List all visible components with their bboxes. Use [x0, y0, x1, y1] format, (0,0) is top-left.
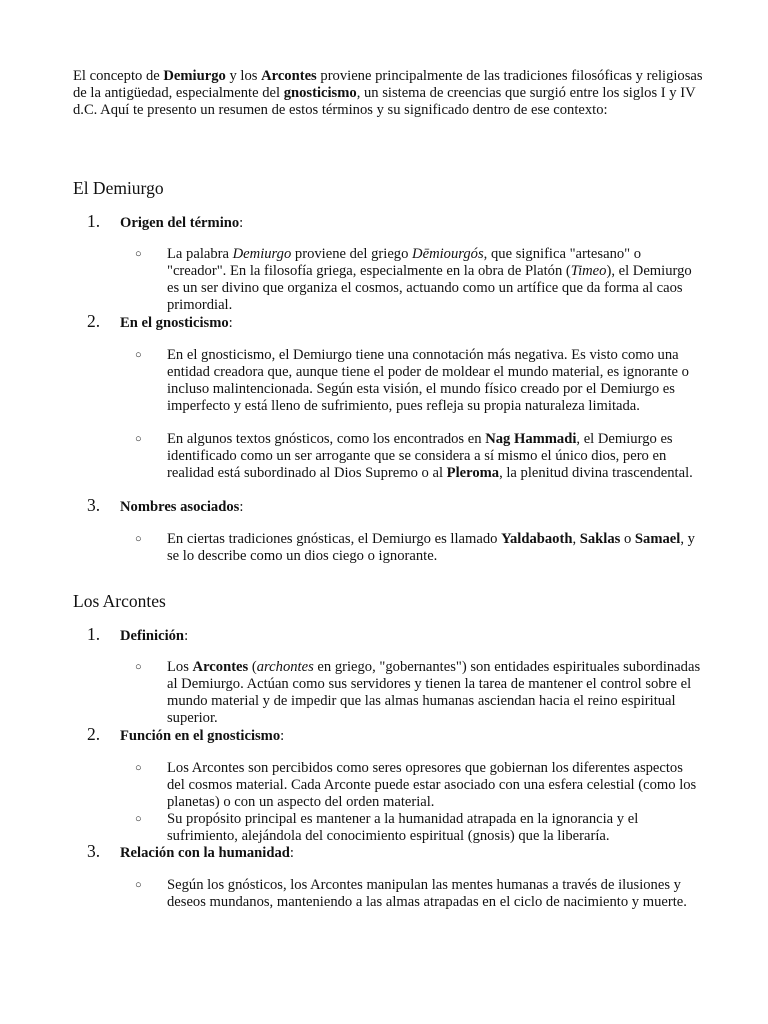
list-number: 2.: [87, 724, 101, 744]
text-run: , la plenitud divina trascendental.: [499, 465, 693, 481]
bullet-circle-icon: ○: [135, 533, 142, 545]
intro-bold-term: Demiurgo: [163, 68, 226, 84]
text-run: Timeo: [570, 263, 607, 279]
list-item-heading: Origen del término:: [120, 215, 244, 231]
bullet-circle-icon: ○: [135, 248, 142, 260]
bullet-paragraph: [167, 811, 702, 845]
heading-text: Relación con la humanidad: [120, 845, 290, 861]
bullet-circle-icon: ○: [135, 879, 142, 891]
intro-text: y los: [225, 68, 262, 84]
text-run: (: [248, 659, 257, 675]
text-run: La palabra: [167, 246, 233, 262]
heading-text: Nombres asociados: [120, 499, 240, 515]
bullet-circle-icon: ○: [135, 762, 142, 774]
bullet-paragraph: [167, 246, 702, 314]
text-run: Pleroma: [446, 465, 500, 481]
text-run: Demiurgo: [232, 246, 292, 262]
text-run: archontes: [256, 659, 314, 675]
text-run: en griego, "gobernantes") son entidades espirituales subordinadas al Demiurgo. Actúan como sus servidores y tienen la tarea de mantener el control sobre el mundo material y de impedir que las almas humanas asciendan hacia el reino espiritual superior.: [167, 659, 701, 726]
text-run: Arcontes: [192, 659, 249, 675]
bullet-paragraph: [167, 531, 702, 565]
text-run: , el Demiurgo es identificado como un ser arrogante que se considera a sí mismo el único dios, pero en realidad está subordinado al Dios Supremo o al: [167, 431, 673, 481]
text-run: proviene del griego: [291, 246, 413, 262]
list-number: 1.: [87, 624, 101, 644]
bullet-paragraph: [167, 659, 702, 727]
text-run: , y se lo describe como un dios ciego o ignorante.: [167, 531, 695, 564]
section-heading-arcontes: Los Arcontes: [73, 591, 166, 611]
heading-text: Origen del término: [120, 215, 240, 231]
intro-bold-term: Arcontes: [261, 68, 317, 84]
list-item-heading: Función en el gnosticismo:: [120, 728, 285, 744]
bullet-circle-icon: ○: [135, 349, 142, 361]
text-run: Según los gnósticos, los Arcontes manipulan las mentes humanas a través de ilusiones y deseos mundanos, manteniendo a las almas atrapadas en el ciclo de nacimiento y muerte.: [167, 877, 687, 910]
section-heading-demiurgo: El Demiurgo: [73, 178, 164, 198]
list-item-heading: Nombres asociados:: [120, 499, 244, 515]
text-run: Dēmiourgós: [412, 246, 484, 262]
bullet-paragraph: [167, 760, 702, 811]
text-run: Los Arcontes son percibidos como seres opresores que gobiernan los diferentes aspectos del cosmos material. Cada Arconte puede estar asociado con una esfera celestial (como los planetas) o con un aspecto del orden material.: [167, 760, 697, 810]
bullet-circle-icon: ○: [135, 813, 142, 825]
text-run: En el gnosticismo, el Demiurgo tiene una connotación más negativa. Es visto como una entidad creadora que, aunque tiene el poder de moldear el mundo material, es ignorante o incluso malintencionada. Según esta visión, el mundo físico creado por el Demiurgo es imperfecto y está lleno de sufrimiento, pues refleja su propia naturaleza limitada.: [167, 347, 689, 414]
text-run: Su propósito principal es mantener a la humanidad atrapada en la ignorancia y el sufrimiento, alejándola del conocimiento espiritual (gnosis) que la liberaría.: [167, 811, 639, 844]
bullet-circle-icon: ○: [135, 661, 142, 673]
text-run: En algunos textos gnósticos, como los encontrados en: [167, 431, 486, 447]
list-item-heading: En el gnosticismo:: [120, 315, 233, 331]
heading-text: Definición: [120, 628, 185, 644]
text-run: Los: [167, 659, 193, 675]
list-item-heading: Definición:: [120, 628, 189, 644]
text-run: o: [620, 531, 635, 547]
intro-bold-term: gnosticismo: [283, 85, 357, 101]
text-run: ), el Demiurgo es un ser divino que organiza el cosmos, actuando como un artífice que da forma al caos primordial.: [167, 263, 692, 313]
text-run: , que significa "artesano" o "creador". En la filosofía griega, especialmente en la obra de Platón (: [167, 246, 642, 279]
list-item-heading: Relación con la humanidad:: [120, 845, 294, 861]
intro-text: El concepto de: [73, 68, 164, 84]
intro-text: , un sistema de creencias que surgió entre los siglos I y IV d.C. Aquí te presento un resumen de estos términos y su significado dentro de ese contexto:: [73, 85, 696, 118]
intro-paragraph: [73, 68, 703, 119]
text-run: Yaldabaoth: [501, 531, 573, 547]
list-number: 1.: [87, 211, 101, 231]
heading-text: En el gnosticismo: [120, 315, 229, 331]
text-run: Samael: [634, 531, 681, 547]
heading-text: Función en el gnosticismo: [120, 728, 281, 744]
list-number: 3.: [87, 495, 101, 515]
text-run: ,: [572, 531, 580, 547]
bullet-paragraph: [167, 877, 702, 911]
text-run: Nag Hammadi: [485, 431, 577, 447]
text-run: Saklas: [579, 531, 621, 547]
bullet-circle-icon: ○: [135, 433, 142, 445]
list-number: 2.: [87, 311, 101, 331]
text-run: En ciertas tradiciones gnósticas, el Demiurgo es llamado: [167, 531, 502, 547]
bullet-paragraph: [167, 347, 702, 415]
list-number: 3.: [87, 841, 101, 861]
intro-text: proviene principalmente de las tradiciones filosóficas y religiosas de la antigüedad, especialmente del: [73, 68, 703, 101]
bullet-paragraph: [167, 431, 702, 482]
